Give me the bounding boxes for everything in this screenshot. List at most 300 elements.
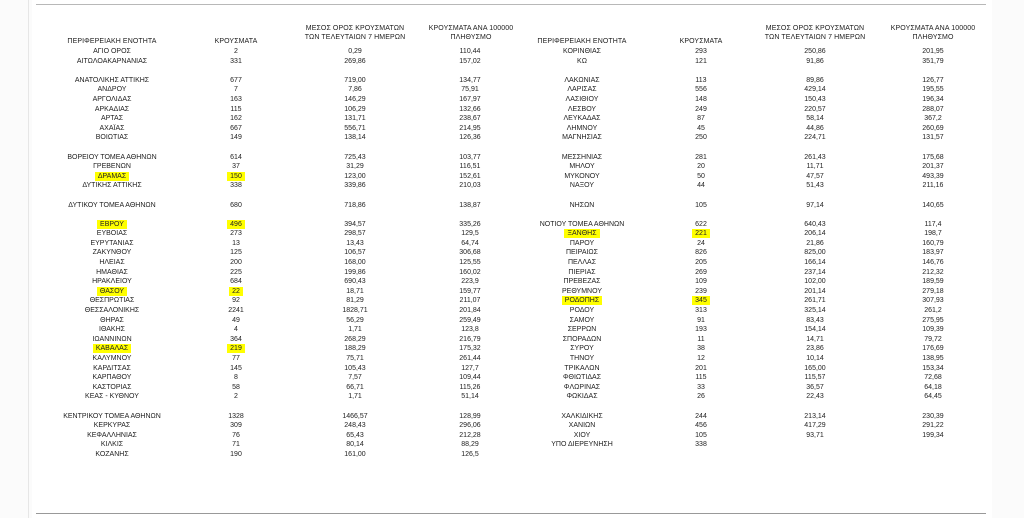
left-per100k-text: 115,26 xyxy=(459,383,481,391)
right-cell-region xyxy=(512,105,652,115)
right-cases-text: 205 xyxy=(695,259,707,267)
right-region-text: ΠΕΙΡΑΙΩΣ xyxy=(566,249,598,257)
right-cell-per100k xyxy=(893,57,973,67)
right-cell-avg7 xyxy=(778,47,852,57)
right-cell-cases xyxy=(665,325,737,335)
right-cell-avg7 xyxy=(778,153,852,163)
left-per100k-text: 306,68 xyxy=(459,249,481,257)
right-cell-avg7 xyxy=(778,114,852,124)
left-avg7-text: 138,14 xyxy=(344,134,366,142)
right-cell-region xyxy=(512,181,652,191)
left-avg7-text: 106,29 xyxy=(344,105,366,113)
left-avg7-text: 31,29 xyxy=(346,163,364,171)
left-avg7-text: 690,43 xyxy=(344,278,366,286)
right-avg7-text: 89,86 xyxy=(806,76,824,84)
left-avg7-text: 75,71 xyxy=(346,355,364,362)
right-cases-text: 38 xyxy=(697,345,705,353)
right-header-per100k-line2: ΠΛΗΘΥΣΜΟ xyxy=(912,34,954,41)
left-cases-text: 125 xyxy=(230,249,242,257)
right-avg7-text: 91,86 xyxy=(806,57,824,65)
right-cell-avg7 xyxy=(778,277,852,287)
left-cases-text: 13 xyxy=(232,239,240,247)
right-table-row xyxy=(0,153,1024,163)
right-region-text: ΠΙΕΡΙΑΣ xyxy=(568,268,596,276)
right-table-row xyxy=(0,220,1024,230)
left-region-text: ΚΑΒΑΛΑΣ xyxy=(93,344,131,353)
right-cell-region xyxy=(512,431,652,441)
left-per100k-text: 214,95 xyxy=(459,124,481,132)
right-cell-avg7 xyxy=(778,287,852,297)
right-cases-text: 826 xyxy=(695,249,707,257)
left-cases-text: 309 xyxy=(230,422,242,430)
left-region-text: ΗΡΑΚΛΕΙΟΥ xyxy=(92,278,132,286)
right-avg7-text: 10,14 xyxy=(806,355,824,362)
right-cell-region xyxy=(512,296,652,306)
left-avg7-text: 81,29 xyxy=(346,297,364,305)
right-cell-avg7 xyxy=(778,316,852,326)
left-cases-text: 1328 xyxy=(228,412,244,420)
right-cell-region xyxy=(512,421,652,431)
right-cell-per100k xyxy=(893,85,973,95)
left-region-text: ΙΩΑΝΝΙΝΩΝ xyxy=(92,335,132,343)
right-region-text: ΣΑΜΟΥ xyxy=(569,316,595,324)
right-cell-avg7 xyxy=(778,335,852,345)
right-cell-cases xyxy=(665,85,737,95)
left-table-row xyxy=(0,450,520,460)
right-cases-text: 24 xyxy=(697,239,705,247)
right-cell-region xyxy=(512,239,652,249)
left-cases-text: 7 xyxy=(234,86,238,94)
left-cases-text: 190 xyxy=(230,450,242,458)
right-avg7-text: 206,14 xyxy=(804,230,826,238)
left-per100k-text: 116,51 xyxy=(459,163,481,171)
left-per100k-text: 123,8 xyxy=(461,326,479,334)
left-region-text: ΕΒΡΟΥ xyxy=(97,220,127,229)
right-cases-text: 293 xyxy=(695,48,707,55)
left-cell-per100k xyxy=(430,450,510,460)
left-region-text: ΚΑΡΠΑΘΟΥ xyxy=(92,374,132,382)
right-cases-text: 50 xyxy=(697,172,705,180)
right-table-row xyxy=(0,66,1024,76)
right-cell-cases xyxy=(665,364,737,374)
right-cell-per100k xyxy=(893,105,973,115)
left-region-text: ΚΙΛΚΙΣ xyxy=(100,441,124,449)
right-cell-avg7 xyxy=(778,124,852,134)
right-cell-region xyxy=(512,133,652,143)
left-header-cases: ΚΡΟΥΣΜΑΤΑ xyxy=(214,38,258,45)
right-per100k-text: 230,39 xyxy=(922,412,944,420)
right-table-row xyxy=(0,402,1024,412)
right-table-row xyxy=(0,364,1024,374)
right-cell-cases xyxy=(665,133,737,143)
right-cell-avg7 xyxy=(778,296,852,306)
right-cell-avg7 xyxy=(778,95,852,105)
right-table-row xyxy=(0,181,1024,191)
right-cell-avg7 xyxy=(778,325,852,335)
right-per100k-text: 201,95 xyxy=(922,48,944,55)
right-cell-region xyxy=(512,153,652,163)
right-cell-per100k xyxy=(893,162,973,172)
left-per100k-text: 238,67 xyxy=(459,115,481,123)
right-cell-cases xyxy=(665,105,737,115)
right-cases-text: 201 xyxy=(695,364,707,372)
right-cell-avg7 xyxy=(778,162,852,172)
right-region-text: ΜΕΣΣΗΝΙΑΣ xyxy=(561,153,603,161)
right-cases-text: 109 xyxy=(695,278,707,286)
right-cases-text: 105 xyxy=(695,431,707,439)
left-region-text: ΑΝΑΤΟΛΙΚΗΣ ΑΤΤΙΚΗΣ xyxy=(74,76,150,84)
right-per100k-text: 275,95 xyxy=(922,316,944,324)
left-region-text: ΑΡΤΑΣ xyxy=(100,115,124,123)
right-cell-cases xyxy=(665,181,737,191)
right-avg7-text: 224,71 xyxy=(804,134,826,142)
left-avg7-text: 56,29 xyxy=(346,316,364,324)
right-per100k-text: 189,59 xyxy=(922,278,944,286)
right-cell-cases xyxy=(665,316,737,326)
left-header-per100k-line1: ΚΡΟΥΣΜΑΤΑ ΑΝΑ 100000 xyxy=(428,25,514,32)
left-cases-text: 200 xyxy=(230,259,242,267)
left-region-text: ΒΟΡΕΙΟΥ ΤΟΜΕΑ ΑΘΗΝΩΝ xyxy=(67,153,157,161)
right-table-row xyxy=(0,172,1024,182)
right-avg7-text: 154,14 xyxy=(804,326,826,334)
right-avg7-text: 417,29 xyxy=(804,422,826,430)
right-table-row xyxy=(0,431,1024,441)
left-avg7-text: 131,71 xyxy=(344,115,366,123)
right-cell-avg7 xyxy=(778,306,852,316)
right-cases-text: 45 xyxy=(697,124,705,132)
right-table-row xyxy=(0,421,1024,431)
left-avg7-text: 248,43 xyxy=(344,422,366,430)
right-header-cases: ΚΡΟΥΣΜΑΤΑ xyxy=(679,38,723,45)
left-per100k-text: 126,5 xyxy=(461,450,479,458)
left-region-text: ΒΟΙΩΤΙΑΣ xyxy=(95,134,129,142)
left-avg7-text: 719,00 xyxy=(344,76,366,84)
right-per100k-text: 288,07 xyxy=(922,105,944,113)
right-cell-cases xyxy=(665,229,737,239)
left-avg7-text: 105,43 xyxy=(344,364,366,372)
right-cases-text: 87 xyxy=(697,115,705,123)
right-cell-avg7 xyxy=(778,431,852,441)
left-per100k-text: 51,14 xyxy=(461,393,479,401)
right-cell-cases xyxy=(665,421,737,431)
right-cell-region xyxy=(512,277,652,287)
right-per100k-text: 140,65 xyxy=(922,201,944,209)
right-cell-cases xyxy=(665,412,737,422)
right-table-row xyxy=(0,325,1024,335)
right-cell-cases xyxy=(665,431,737,441)
right-region-text: ΧΙΟΥ xyxy=(573,431,591,439)
right-cell-region xyxy=(512,335,652,345)
right-per100k-text: 211,16 xyxy=(922,182,944,190)
right-cell-region xyxy=(512,306,652,316)
right-cell-per100k xyxy=(893,373,973,383)
right-per100k-text: 64,45 xyxy=(924,393,942,401)
right-region-text: ΚΩ xyxy=(577,57,587,65)
right-cell-per100k xyxy=(893,316,973,326)
left-avg7-text: 556,71 xyxy=(344,124,366,132)
right-region-text: ΦΩΚΙΔΑΣ xyxy=(566,393,598,401)
right-cell-cases xyxy=(665,57,737,67)
left-cases-text: 92 xyxy=(232,297,240,305)
right-cases-text: 91 xyxy=(697,316,705,324)
left-cases-text: 680 xyxy=(230,201,242,209)
left-per100k-text: 223,9 xyxy=(461,278,479,286)
right-avg7-text: 165,00 xyxy=(804,364,826,372)
right-avg7-text: 14,71 xyxy=(806,335,824,343)
left-avg7-text: 0,29 xyxy=(348,48,362,55)
right-avg7-text: 83,43 xyxy=(806,316,824,324)
right-avg7-text: 36,57 xyxy=(806,383,824,391)
left-cases-text: 614 xyxy=(230,153,242,161)
right-avg7-text: 93,71 xyxy=(806,431,824,439)
right-cell-per100k xyxy=(893,383,973,393)
left-region-text: ΙΘΑΚΗΣ xyxy=(99,326,125,334)
right-cell-per100k xyxy=(893,354,973,364)
right-table-row xyxy=(0,268,1024,278)
right-cell-per100k xyxy=(893,172,973,182)
right-table-row xyxy=(0,85,1024,95)
right-per100k-text: 201,37 xyxy=(922,163,944,171)
left-cases-text: 149 xyxy=(230,134,242,142)
right-cell-region xyxy=(512,162,652,172)
right-cell-region xyxy=(512,95,652,105)
right-cell-per100k xyxy=(893,296,973,306)
right-region-text: ΠΡΕΒΕΖΑΣ xyxy=(563,278,601,286)
right-table-row xyxy=(0,316,1024,326)
right-cell-avg7 xyxy=(778,392,852,402)
right-cell-per100k xyxy=(893,181,973,191)
right-per100k-text: 109,39 xyxy=(922,326,944,334)
right-per100k-text: 175,68 xyxy=(922,153,944,161)
right-cell-cases xyxy=(665,287,737,297)
left-header-region: ΠΕΡΙΦΕΡΕΙΑΚΗ ΕΝΟΤΗΤΑ xyxy=(67,38,157,45)
right-table-row xyxy=(0,392,1024,402)
right-avg7-text: 325,14 xyxy=(804,307,826,315)
left-per100k-text: 138,87 xyxy=(459,201,481,209)
right-avg7-text: 213,14 xyxy=(804,412,826,420)
right-avg7-text: 47,57 xyxy=(806,172,824,180)
right-cell-avg7 xyxy=(778,248,852,258)
left-per100k-text: 216,79 xyxy=(459,335,481,343)
left-cases-text: 150 xyxy=(227,172,245,181)
left-avg7-text: 1,71 xyxy=(348,393,362,401)
left-per100k-text: 212,28 xyxy=(459,431,481,439)
right-per100k-text: 131,57 xyxy=(922,134,944,142)
right-table-row xyxy=(0,124,1024,134)
left-region-text: ΘΗΡΑΣ xyxy=(100,316,124,324)
right-cell-per100k xyxy=(893,364,973,374)
right-per100k-text: 212,32 xyxy=(922,268,944,276)
left-cases-text: 115 xyxy=(230,105,242,113)
right-cell-region xyxy=(512,124,652,134)
left-region-text: ΕΥΡΥΤΑΝΙΑΣ xyxy=(90,239,134,247)
right-cases-text: 105 xyxy=(695,201,707,209)
right-cell-avg7 xyxy=(778,133,852,143)
right-region-text: ΛΕΣΒΟΥ xyxy=(567,105,597,113)
right-cell-region xyxy=(512,373,652,383)
right-per100k-text: 176,69 xyxy=(922,345,944,353)
right-avg7-text: 11,71 xyxy=(806,163,824,171)
right-per100k-text: 195,55 xyxy=(922,86,944,94)
right-cell-region xyxy=(512,344,652,354)
left-per100k-text: 127,7 xyxy=(461,364,479,372)
right-table-row xyxy=(0,105,1024,115)
right-cases-text: 33 xyxy=(697,383,705,391)
right-cell-avg7 xyxy=(778,220,852,230)
right-cases-text: 12 xyxy=(697,355,705,362)
right-cell-region xyxy=(512,354,652,364)
left-per100k-text: 125,55 xyxy=(459,259,481,267)
right-table-row xyxy=(0,344,1024,354)
right-header-avg7 xyxy=(750,24,880,42)
left-avg7-text: 65,43 xyxy=(346,431,364,439)
right-avg7-text: 115,57 xyxy=(804,374,826,382)
left-cases-text: 71 xyxy=(232,441,240,449)
right-per100k-text: 196,34 xyxy=(922,95,944,103)
right-region-text: ΝΑΞΟΥ xyxy=(569,182,595,190)
left-per100k-text: 103,77 xyxy=(459,153,481,161)
right-avg7-text: 21,86 xyxy=(806,239,824,247)
left-per100k-text: 211,07 xyxy=(459,297,481,305)
left-avg7-text: 725,43 xyxy=(344,153,366,161)
left-region-text: ΕΥΒΟΙΑΣ xyxy=(96,230,128,238)
right-cell-cases xyxy=(665,440,737,450)
right-region-text: ΛΑΣΙΘΙΟΥ xyxy=(565,95,599,103)
right-cell-region xyxy=(512,201,652,211)
right-cases-text: 249 xyxy=(695,105,707,113)
right-table-row xyxy=(0,201,1024,211)
left-cell-cases xyxy=(200,450,272,460)
right-cell-cases xyxy=(665,239,737,249)
left-per100k-text: 335,26 xyxy=(459,220,481,228)
right-cases-text: 193 xyxy=(695,326,707,334)
right-region-text: ΛΑΚΩΝΙΑΣ xyxy=(564,76,600,84)
right-table-row xyxy=(0,440,1024,450)
right-cell-avg7 xyxy=(778,229,852,239)
left-region-text: ΘΑΣΟΥ xyxy=(97,287,127,296)
left-region-text: ΓΡΕΒΕΝΩΝ xyxy=(93,163,131,171)
left-avg7-text: 13,43 xyxy=(346,239,364,247)
right-avg7-text: 150,43 xyxy=(804,95,826,103)
left-cases-text: 162 xyxy=(230,115,242,123)
right-region-text: ΚΟΡΙΝΘΙΑΣ xyxy=(563,48,601,55)
left-region-text: ΚΕΑΣ - ΚΥΘΝΟΥ xyxy=(85,393,139,401)
right-region-text: ΡΟΔΟΠΗΣ xyxy=(562,296,602,305)
right-cell-cases xyxy=(665,114,737,124)
right-region-text: ΤΗΝΟΥ xyxy=(569,355,595,362)
left-cases-text: 8 xyxy=(234,374,238,382)
right-cell-per100k xyxy=(893,248,973,258)
left-per100k-text: 201,84 xyxy=(459,307,481,315)
left-region-text: ΑΓΙΟ ΟΡΟΣ xyxy=(93,48,131,55)
right-cell-per100k xyxy=(893,268,973,278)
right-table-row xyxy=(0,133,1024,143)
left-header-avg7-line2: ΤΩΝ ΤΕΛΕΥΤΑΙΩΝ 7 ΗΜΕΡΩΝ xyxy=(304,34,406,41)
left-avg7-text: 394,57 xyxy=(344,220,366,228)
left-region-text: ΑΡΚΑΔΙΑΣ xyxy=(94,105,130,113)
right-cell-cases xyxy=(665,306,737,316)
bottom-rule xyxy=(36,513,986,514)
left-avg7-text: 7,86 xyxy=(348,86,362,94)
right-cell-region xyxy=(512,229,652,239)
left-cases-text: 684 xyxy=(230,278,242,286)
right-region-text: ΜΑΓΝΗΣΙΑΣ xyxy=(562,134,602,142)
right-cell-region xyxy=(512,258,652,268)
right-cell-region xyxy=(512,85,652,95)
right-table-row xyxy=(0,373,1024,383)
left-cases-text: 49 xyxy=(232,316,240,324)
right-table xyxy=(0,47,1024,450)
right-cases-text: 26 xyxy=(697,393,705,401)
left-region-text: ΗΛΕΙΑΣ xyxy=(99,259,125,267)
right-cell-per100k xyxy=(893,124,973,134)
right-region-text: ΛΑΡΙΣΑΣ xyxy=(567,86,597,94)
right-table-row xyxy=(0,383,1024,393)
right-cases-text: 113 xyxy=(695,76,707,84)
right-cell-cases xyxy=(665,248,737,258)
left-cases-text: 4 xyxy=(234,326,238,334)
left-region-text: ΔΥΤΙΚΗΣ ΑΤΤΙΚΗΣ xyxy=(82,182,142,190)
left-avg7-text: 1,71 xyxy=(348,326,362,334)
right-per100k-text: 79,72 xyxy=(924,335,942,343)
left-avg7-text: 339,86 xyxy=(344,182,366,190)
right-cell-cases xyxy=(665,201,737,211)
left-cases-text: 2 xyxy=(234,393,238,401)
right-cases-text: 556 xyxy=(695,86,707,94)
right-header-per100k xyxy=(878,24,988,42)
left-per100k-text: 175,32 xyxy=(459,345,481,353)
right-cell-per100k xyxy=(893,421,973,431)
left-per100k-text: 109,44 xyxy=(459,374,481,382)
right-cell-cases xyxy=(665,354,737,364)
right-avg7-text: 261,43 xyxy=(804,153,826,161)
right-per100k-text: 260,69 xyxy=(922,124,944,132)
right-region-text: ΛΕΥΚΑΔΑΣ xyxy=(563,115,601,123)
left-per100k-text: 75,91 xyxy=(461,86,479,94)
right-table-row xyxy=(0,210,1024,220)
right-cell-per100k xyxy=(893,344,973,354)
right-table-row xyxy=(0,296,1024,306)
right-cell-avg7 xyxy=(778,364,852,374)
right-cell-per100k xyxy=(893,431,973,441)
left-region-text: ΑΙΤΩΛΟΑΚΑΡΝΑΝΙΑΣ xyxy=(76,57,148,65)
right-cell-region xyxy=(512,412,652,422)
right-cell-cases xyxy=(665,296,737,306)
right-cell-per100k xyxy=(893,287,973,297)
right-cell-cases xyxy=(665,335,737,345)
right-cell-cases xyxy=(665,95,737,105)
right-cell-avg7 xyxy=(778,181,852,191)
right-per100k-text: 261,2 xyxy=(924,307,942,315)
left-cases-text: 77 xyxy=(232,355,240,362)
right-avg7-text: 825,00 xyxy=(804,249,826,257)
right-cell-cases xyxy=(665,172,737,182)
left-avg7-text: 123,00 xyxy=(344,172,366,180)
right-cell-per100k xyxy=(893,258,973,268)
left-region-text: ΘΕΣΠΡΩΤΙΑΣ xyxy=(89,297,135,305)
left-avg7-text: 298,57 xyxy=(344,230,366,238)
right-cases-text: 11 xyxy=(697,335,705,343)
right-cell-cases xyxy=(665,392,737,402)
right-per100k-text: 351,79 xyxy=(922,57,944,65)
right-per100k-text: 160,79 xyxy=(922,239,944,247)
right-cases-text: 115 xyxy=(695,374,707,382)
right-cell-region xyxy=(512,114,652,124)
right-region-text: ΡΟΔΟΥ xyxy=(569,307,595,315)
left-avg7-text: 80,14 xyxy=(346,441,364,449)
left-cases-text: 163 xyxy=(230,95,242,103)
right-cell-cases xyxy=(665,268,737,278)
